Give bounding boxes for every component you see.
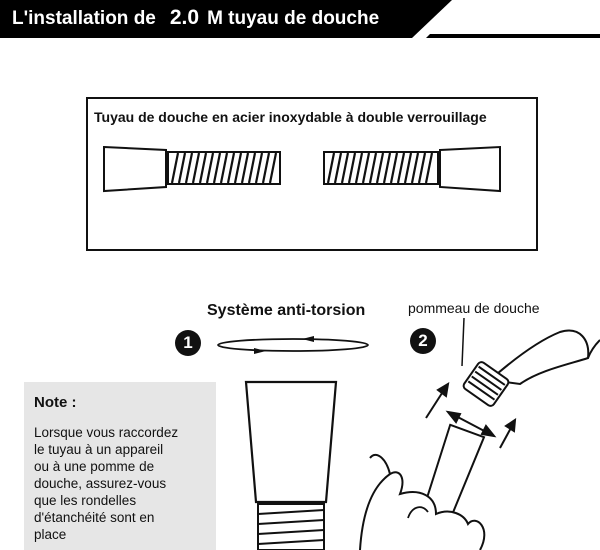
hose-connector-illustration <box>244 380 340 550</box>
note-title: Note : <box>34 394 77 411</box>
title-prefix: L'installation de <box>12 8 156 29</box>
note-panel <box>24 382 216 550</box>
shower-head-label: pommeau de douche <box>408 300 540 316</box>
step-2-badge: 2 <box>410 328 436 354</box>
title-suffix: M tuyau de douche <box>207 8 380 29</box>
anti-torsion-label: Système anti-torsion <box>207 302 366 319</box>
right-hose-end <box>324 147 500 191</box>
shower-head-install-illustration <box>340 318 600 550</box>
hose-diagram-box <box>86 97 538 251</box>
header-banner <box>0 0 600 38</box>
title-number: 2.0 <box>169 6 200 29</box>
hose-box-title: Tuyau de douche en acier inoxydable à double verrouillage <box>94 109 487 125</box>
step-1-badge: 1 <box>175 330 201 356</box>
page-title <box>12 6 379 32</box>
note-text: Lorsque vous raccordez le tuyau à un appareil ou à une pomme de douche, assurez-vous que les rondelles d'étanchéité sont en place <box>34 425 179 542</box>
left-hose-end <box>104 147 280 191</box>
hose-illustration <box>88 99 540 253</box>
